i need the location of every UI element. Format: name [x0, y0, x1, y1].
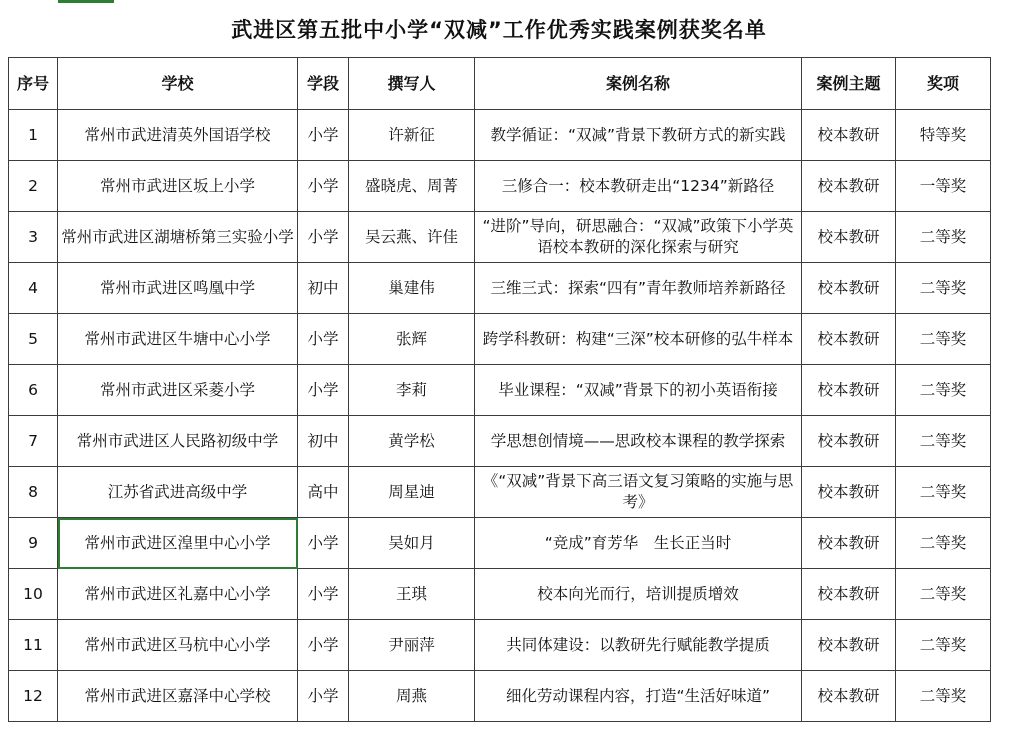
cell-theme[interactable]: 校本教研	[802, 365, 896, 416]
cell-theme[interactable]: 校本教研	[802, 467, 896, 518]
cell-school[interactable]: 常州市武进清英外国语学校	[58, 110, 298, 161]
cell-award[interactable]: 一等奖	[896, 161, 991, 212]
cell-index[interactable]: 12	[9, 671, 58, 722]
cell-index[interactable]: 11	[9, 620, 58, 671]
cell-stage[interactable]: 小学	[298, 161, 349, 212]
cell-stage[interactable]: 初中	[298, 263, 349, 314]
cell-stage[interactable]: 小学	[298, 671, 349, 722]
cell-school[interactable]: 常州市武进区坂上小学	[58, 161, 298, 212]
cell-stage[interactable]: 高中	[298, 467, 349, 518]
cell-author[interactable]: 张辉	[349, 314, 475, 365]
cell-theme[interactable]: 校本教研	[802, 620, 896, 671]
cell-author[interactable]: 吴如月	[349, 518, 475, 569]
cell-school[interactable]: 常州市武进区采菱小学	[58, 365, 298, 416]
cell-index[interactable]: 3	[9, 212, 58, 263]
cell-index[interactable]: 1	[9, 110, 58, 161]
cell-school[interactable]: 常州市武进区鸣凰中学	[58, 263, 298, 314]
cell-stage[interactable]: 初中	[298, 416, 349, 467]
cell-index[interactable]: 6	[9, 365, 58, 416]
cell-case-name[interactable]: “竞成”育芳华 生长正当时	[475, 518, 802, 569]
cell-school[interactable]: 常州市武进区礼嘉中心小学	[58, 569, 298, 620]
cell-stage[interactable]: 小学	[298, 212, 349, 263]
cell-theme[interactable]: 校本教研	[802, 314, 896, 365]
cell-stage[interactable]: 小学	[298, 314, 349, 365]
cell-award[interactable]: 二等奖	[896, 416, 991, 467]
cell-stage[interactable]: 小学	[298, 620, 349, 671]
cell-author[interactable]: 黄学松	[349, 416, 475, 467]
cell-award[interactable]: 二等奖	[896, 212, 991, 263]
header-index[interactable]: 序号	[9, 58, 58, 110]
cell-case-name[interactable]: 共同体建设：以教研先行赋能教学提质	[475, 620, 802, 671]
cell-theme[interactable]: 校本教研	[802, 110, 896, 161]
cell-school[interactable]: 常州市武进区嘉泽中心学校	[58, 671, 298, 722]
header-award[interactable]: 奖项	[896, 58, 991, 110]
table-row	[9, 263, 991, 314]
header-case-name[interactable]: 案例名称	[475, 58, 802, 110]
cell-theme[interactable]: 校本教研	[802, 416, 896, 467]
header-author[interactable]: 撰写人	[349, 58, 475, 110]
cell-author[interactable]: 吴云燕、许佳	[349, 212, 475, 263]
table-row	[9, 212, 991, 263]
table-row	[9, 518, 991, 569]
cell-school[interactable]: 常州市武进区牛塘中心小学	[58, 314, 298, 365]
cell-author[interactable]: 许新征	[349, 110, 475, 161]
cell-stage[interactable]: 小学	[298, 110, 349, 161]
cell-author[interactable]: 巢建伟	[349, 263, 475, 314]
cell-award[interactable]: 特等奖	[896, 110, 991, 161]
header-stage[interactable]: 学段	[298, 58, 349, 110]
cell-theme[interactable]: 校本教研	[802, 212, 896, 263]
cell-award[interactable]: 二等奖	[896, 671, 991, 722]
table-row	[9, 671, 991, 722]
cell-case-name[interactable]: 学思想创情境——思政校本课程的教学探索	[475, 416, 802, 467]
awards-table	[8, 57, 991, 722]
table-row	[9, 161, 991, 212]
header-row	[9, 58, 991, 110]
cell-theme[interactable]: 校本教研	[802, 263, 896, 314]
cell-case-name[interactable]: 毕业课程：“双减”背景下的初小英语衔接	[475, 365, 802, 416]
cell-stage[interactable]: 小学	[298, 365, 349, 416]
cell-author[interactable]: 李莉	[349, 365, 475, 416]
cell-index[interactable]: 10	[9, 569, 58, 620]
cell-theme[interactable]: 校本教研	[802, 671, 896, 722]
table-row	[9, 620, 991, 671]
cell-index[interactable]: 9	[9, 518, 58, 569]
cell-stage[interactable]: 小学	[298, 569, 349, 620]
cell-author[interactable]: 周星迪	[349, 467, 475, 518]
cell-author[interactable]: 尹丽萍	[349, 620, 475, 671]
cell-case-name[interactable]: 三维三式：探索“四有”青年教师培养新路径	[475, 263, 802, 314]
cell-school[interactable]: 常州市武进区人民路初级中学	[58, 416, 298, 467]
cell-award[interactable]: 二等奖	[896, 314, 991, 365]
cell-index[interactable]: 2	[9, 161, 58, 212]
cell-case-name[interactable]: “进阶”导向，研思融合：“双减”政策下小学英语校本教研的深化探索与研究	[475, 212, 802, 263]
cell-case-name[interactable]: 细化劳动课程内容，打造“生活好味道”	[475, 671, 802, 722]
cell-theme[interactable]: 校本教研	[802, 518, 896, 569]
empty-column-area[interactable]	[991, 57, 1024, 745]
cell-theme[interactable]: 校本教研	[802, 569, 896, 620]
cell-school[interactable]: 常州市武进区湖塘桥第三实验小学	[58, 212, 298, 263]
cell-school[interactable]: 常州市武进区湟里中心小学	[58, 518, 298, 569]
table-row	[9, 365, 991, 416]
cell-stage[interactable]: 小学	[298, 518, 349, 569]
cell-index[interactable]: 7	[9, 416, 58, 467]
cell-case-name[interactable]: 教学循证：“双减”背景下教研方式的新实践	[475, 110, 802, 161]
cell-index[interactable]: 8	[9, 467, 58, 518]
table-row	[9, 569, 991, 620]
cell-award[interactable]: 二等奖	[896, 620, 991, 671]
cell-award[interactable]: 二等奖	[896, 569, 991, 620]
cell-author[interactable]: 周燕	[349, 671, 475, 722]
cell-award[interactable]: 二等奖	[896, 518, 991, 569]
cell-case-name[interactable]: 《“双减”背景下高三语文复习策略的实施与思考》	[475, 467, 802, 518]
cell-case-name[interactable]: 跨学科教研：构建“三深”校本研修的弘牛样本	[475, 314, 802, 365]
cell-school[interactable]: 江苏省武进高级中学	[58, 467, 298, 518]
cell-theme[interactable]: 校本教研	[802, 161, 896, 212]
cell-school[interactable]: 常州市武进区马杭中心小学	[58, 620, 298, 671]
cell-case-name[interactable]: 三修合一：校本教研走出“1234”新路径	[475, 161, 802, 212]
table-row	[9, 467, 991, 518]
header-school[interactable]: 学校	[58, 58, 298, 110]
cell-index[interactable]: 5	[9, 314, 58, 365]
cell-award[interactable]: 二等奖	[896, 263, 991, 314]
table-row	[9, 416, 991, 467]
table-row	[9, 314, 991, 365]
sheet-title[interactable]: 武进区第五批中小学“双减”工作优秀实践案例获奖名单	[231, 17, 767, 42]
cell-award[interactable]: 二等奖	[896, 365, 991, 416]
cell-author[interactable]: 盛晓虎、周菁	[349, 161, 475, 212]
cell-index[interactable]: 4	[9, 263, 58, 314]
cell-case-name[interactable]: 校本向光而行，培训提质增效	[475, 569, 802, 620]
table-row	[9, 110, 991, 161]
cell-award[interactable]: 二等奖	[896, 467, 991, 518]
header-theme[interactable]: 案例主题	[802, 58, 896, 110]
cell-author[interactable]: 王琪	[349, 569, 475, 620]
